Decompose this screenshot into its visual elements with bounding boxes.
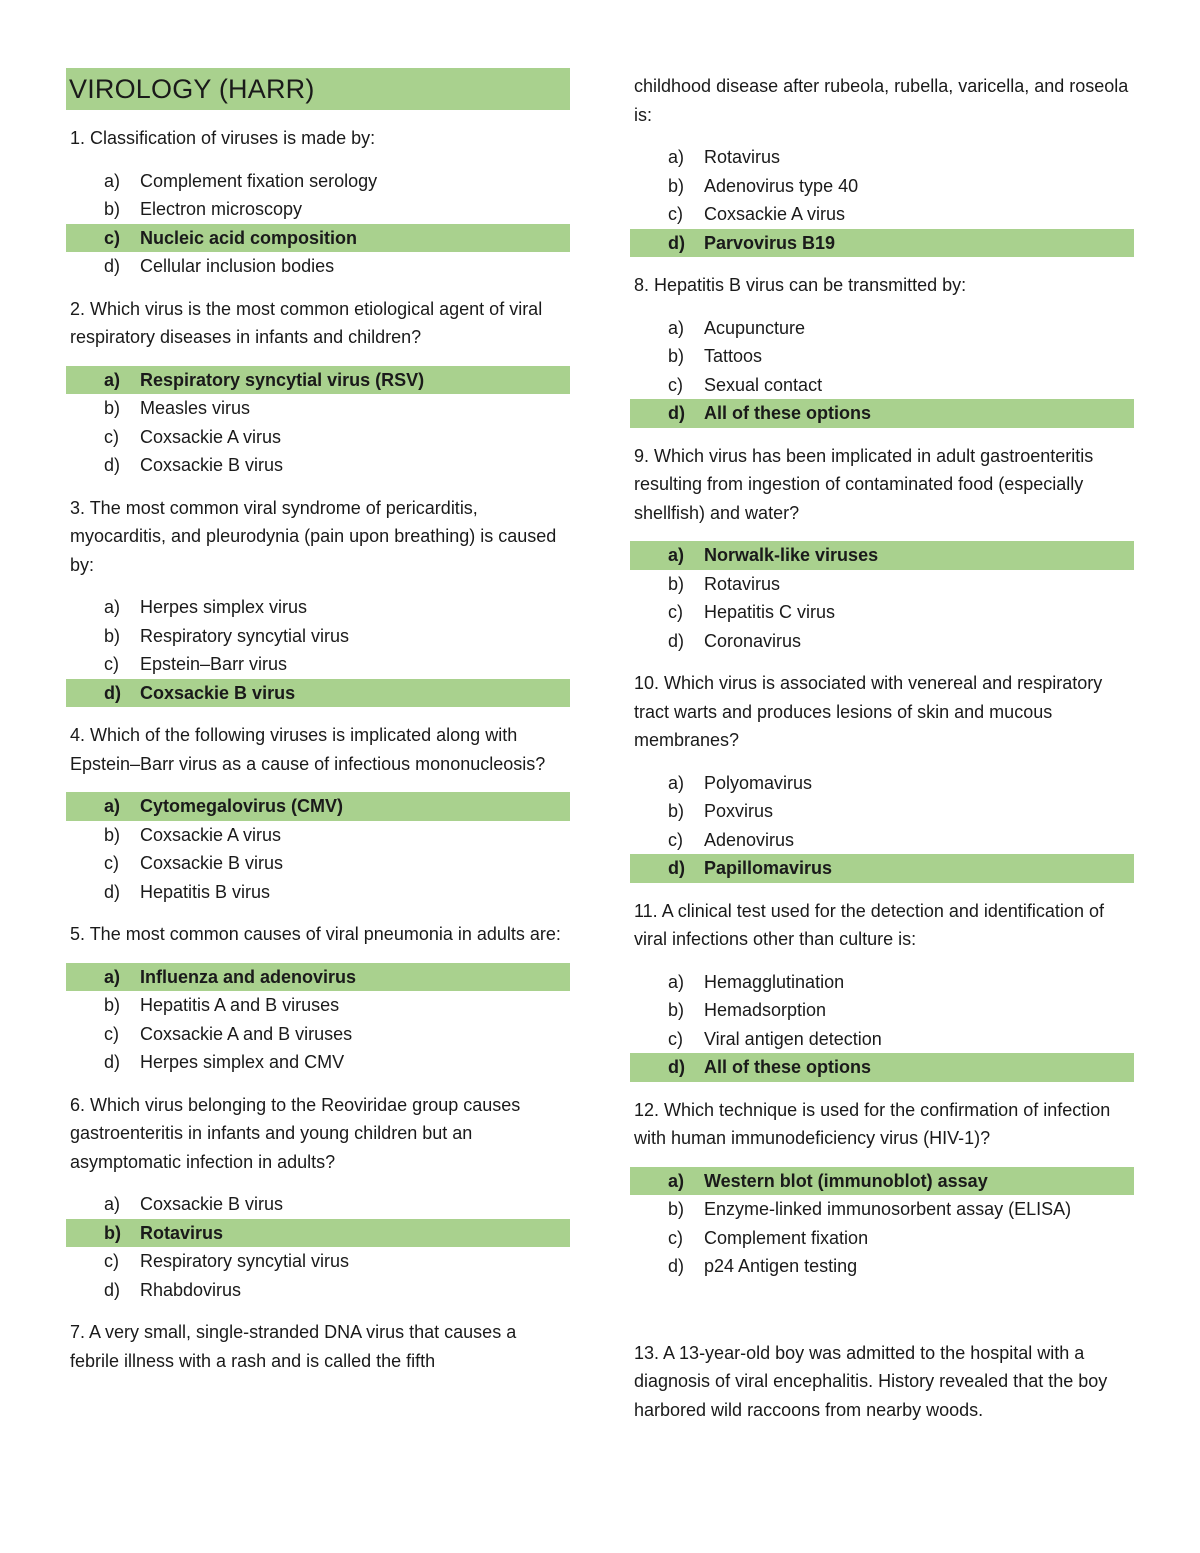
question-13: 13. A 13-year-old boy was admitted to the hospital with a diagnosis of viral encephalitis. History revealed that the boy harbored wild raccoons from nearby woods. [634, 1342, 1108, 1420]
option-11a: a) Hemagglutination [668, 971, 845, 992]
option-4c: c) Coxsackie B virus [104, 853, 284, 873]
left-column [66, 68, 570, 1375]
option-1a: a) Complement fixation serology [104, 170, 378, 191]
correct-answer-12a: a) Western blot (immunoblot) assay [630, 1167, 1134, 1196]
option-5d: d) Herpes simplex and CMV [104, 1052, 345, 1072]
option-3b: b) Respiratory syncytial virus [104, 625, 350, 646]
option-10c: c) Adenovirus [668, 829, 795, 850]
options-list [630, 314, 1134, 428]
option-8a: a) Acupuncture [668, 317, 806, 338]
option-11c: c) Viral antigen detection [668, 1028, 882, 1049]
option-3c: c) Epstein–Barr virus [104, 654, 288, 674]
correct-answer-5a: a) Influenza and adenovirus [66, 963, 570, 992]
options-list [630, 541, 1134, 655]
correct-answer-8d: d) All of these options [630, 399, 1134, 428]
options-list [66, 1190, 570, 1304]
option-7c: c) Coxsackie A virus [668, 204, 846, 224]
option-12d: d) p24 Antigen testing [668, 1256, 858, 1276]
option-9b: b) Rotavirus [668, 573, 781, 594]
option-9c: c) Hepatitis C virus [668, 602, 836, 622]
options-list [66, 963, 570, 1077]
options-list [630, 968, 1134, 1082]
option-6d: d) Rhabdovirus [104, 1279, 242, 1300]
option-7b: b) Adenovirus type 40 [668, 175, 859, 196]
option-8b: b) Tattoos [668, 346, 763, 366]
option-6c: c) Respiratory syncytial virus [104, 1251, 350, 1271]
option-4b: b) Coxsackie A virus [104, 824, 282, 845]
question-1: 1. Classification of viruses is made by: [70, 128, 376, 148]
option-1b: b) Electron microscopy [104, 199, 303, 219]
correct-answer-2a: a) Respiratory syncytial virus (RSV) [66, 366, 570, 395]
options-list [630, 1167, 1134, 1281]
options-list [66, 167, 570, 281]
correct-answer-7d: d) Parvovirus B19 [630, 229, 1134, 258]
option-6a: a) Coxsackie B virus [104, 1194, 284, 1214]
option-9d: d) Coronavirus [668, 630, 802, 651]
question-11: 11. A clinical test used for the detection and identification of viral infections other than culture is: [634, 900, 1104, 949]
options-list [630, 143, 1134, 257]
right-column [630, 72, 1134, 1424]
option-5b: b) Hepatitis A and B viruses [104, 995, 340, 1015]
question-8: 8. Hepatitis B virus can be transmitted by: [634, 275, 967, 295]
option-2b: b) Measles virus [104, 398, 251, 418]
option-5c: c) Coxsackie A and B viruses [104, 1023, 353, 1044]
option-2d: d) Coxsackie B virus [104, 455, 284, 475]
correct-answer-1c: c) Nucleic acid composition [66, 224, 570, 253]
question-4: 4. Which of the following viruses is implicated along with Epstein–Barr virus as a cause of infectious mononucleosis? [70, 725, 546, 774]
spacer [630, 1295, 1134, 1339]
options-list [66, 593, 570, 707]
question-6: 6. Which virus belonging to the Reoviridae group causes gastroenteritis in infants and young children but an asymptomatic infection in adults? [70, 1094, 521, 1172]
question-12: 12. Which technique is used for the confirmation of infection with human immunodeficiency virus (HIV-1)? [634, 1099, 1111, 1148]
options-list [630, 769, 1134, 883]
option-2c: c) Coxsackie A virus [104, 426, 282, 447]
question-7-continued: childhood disease after rubeola, rubella, varicella, and roseola is: [634, 76, 1129, 125]
option-1d: d) Cellular inclusion bodies [104, 256, 335, 276]
correct-answer-11d: d) All of these options [630, 1053, 1134, 1082]
question-5: 5. The most common causes of viral pneumonia in adults are: [70, 924, 561, 944]
page-title: VIROLOGY (HARR) [66, 68, 570, 110]
question-9: 9. Which virus has been implicated in adult gastroenteritis resulting from ingestion of contaminated food (especially shellfish) and water? [634, 445, 1094, 523]
question-2: 2. Which virus is the most common etiological agent of viral respiratory diseases in infants and children? [70, 298, 543, 347]
question-7: 7. A very small, single-stranded DNA virus that causes a febrile illness with a rash and is called the fifth [70, 1322, 517, 1371]
options-list [66, 366, 570, 480]
option-11b: b) Hemadsorption [668, 1000, 827, 1020]
option-3a: a) Herpes simplex virus [104, 597, 308, 617]
option-4d: d) Hepatitis B virus [104, 881, 271, 902]
option-12b: b) Enzyme-linked immunosorbent assay (ELISA) [668, 1199, 1072, 1219]
option-8c: c) Sexual contact [668, 374, 823, 395]
correct-answer-9a: a) Norwalk-like viruses [630, 541, 1134, 570]
correct-answer-10d: d) Papillomavirus [630, 854, 1134, 883]
options-list [66, 792, 570, 906]
correct-answer-4a: a) Cytomegalovirus (CMV) [66, 792, 570, 821]
correct-answer-3d: d) Coxsackie B virus [66, 679, 570, 708]
option-10a: a) Polyomavirus [668, 772, 813, 793]
correct-answer-6b: b) Rotavirus [66, 1219, 570, 1248]
question-10: 10. Which virus is associated with venereal and respiratory tract warts and produces lesions of skin and mucous membranes? [634, 673, 1103, 750]
option-10b: b) Poxvirus [668, 801, 774, 821]
question-3: 3. The most common viral syndrome of pericarditis, myocarditis, and pleurodynia (pain upon breathing) is caused by: [70, 497, 557, 575]
option-7a: a) Rotavirus [668, 147, 781, 167]
option-12c: c) Complement fixation [668, 1227, 869, 1248]
